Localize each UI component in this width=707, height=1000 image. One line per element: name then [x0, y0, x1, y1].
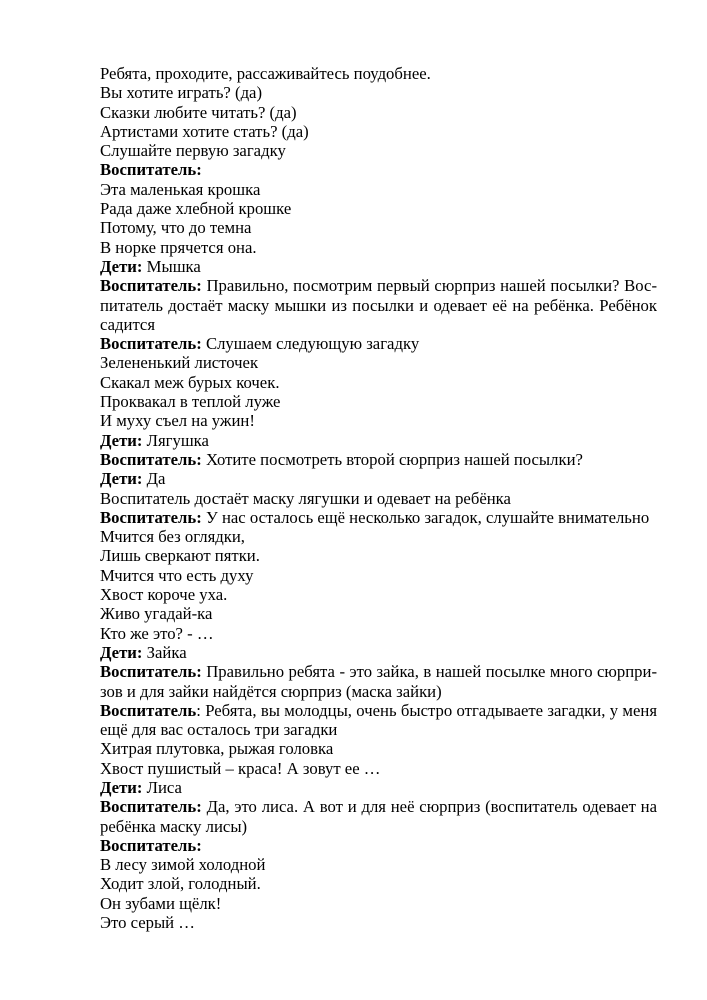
text-line: Мчится без оглядки,: [100, 527, 245, 547]
text-line: зов и для зайки найдётся сюрприз (маска зайки): [100, 681, 442, 701]
speaker-label: Воспитатель:: [100, 662, 202, 682]
text-line: Вы хотите играть? (да): [100, 83, 263, 103]
text-line: В лесу зимой холодной: [100, 855, 266, 875]
speaker-label: Дети:: [100, 256, 143, 276]
text-line: И муху съел на ужин!: [100, 411, 255, 431]
speaker-label: Воспитатель:: [100, 507, 202, 527]
document-page: [100, 64, 657, 932]
text-line: Рада даже хлебной крошке: [100, 199, 292, 219]
text-line: Воспитатель: Ребята, вы молодцы, очень быстро отгадываете загадки, у меня: [100, 700, 657, 720]
text-line: Лишь сверкают пятки.: [100, 546, 260, 566]
text-line: Воспитатель: Правильно ребята - это зайка, в нашей посылке много сюрпри-: [100, 662, 657, 682]
text-line: Скакал меж бурых кочек.: [100, 372, 280, 392]
text-line: Это серый …: [100, 913, 195, 933]
text-line: Ходит злой, голодный.: [100, 874, 261, 894]
text-line: Хвост пушистый – краса! А зовут ее …: [100, 758, 381, 778]
text-line: [100, 836, 657, 855]
text-line: Он зубами щёлк!: [100, 893, 222, 913]
text-line: Проквакал в теплой луже: [100, 392, 281, 412]
speaker-label: Дети:: [100, 777, 143, 797]
text-line: ещё для вас осталось три загадки: [100, 720, 338, 740]
text-line: Воспитатель: Слушаем следующую загадку: [100, 334, 420, 354]
speaker-label: Дети:: [100, 430, 143, 450]
speaker-label: Дети:: [100, 642, 143, 662]
text-line: Дети: Да: [100, 469, 166, 489]
text-line: Слушайте первую загадку: [100, 141, 286, 161]
text-line: В норке прячется она.: [100, 237, 257, 257]
text-line: Живо угадай-ка: [100, 604, 213, 624]
speaker-label: Дети:: [100, 469, 143, 489]
speaker-label: Воспитатель:: [100, 835, 202, 855]
text-line: Дети: Зайка: [100, 642, 187, 662]
text-line: Воспитатель достаёт маску лягушки и одевает на ребёнка: [100, 488, 511, 508]
text-line: ребёнка маску лисы): [100, 816, 248, 836]
text-line: Хвост короче уха.: [100, 585, 228, 605]
text-line: Потому, что до темна: [100, 218, 252, 238]
text-line: Ребята, проходите, рассаживайтесь поудобнее.: [100, 64, 431, 83]
text-line: Сказки любите читать? (да): [100, 102, 297, 122]
text-line: Эта маленькая крошка: [100, 179, 261, 199]
text-line: Артистами хотите стать? (да): [100, 121, 309, 141]
text-line: Дети: Мышка: [100, 256, 201, 276]
speaker-label: Воспитатель:: [100, 449, 202, 469]
text-line: Воспитатель: Хотите посмотреть второй сюрприз нашей посылки?: [100, 449, 583, 469]
text-line: питатель достаёт маску мышки из посылки и одевает её на ребёнка. Ребёнок: [100, 295, 657, 315]
speaker-label: Воспитатель:: [100, 797, 202, 817]
text-line: Воспитатель: Правильно, посмотрим первый сюрприз нашей посылки? Вос-: [100, 276, 657, 296]
text-line: Кто же это? - …: [100, 623, 214, 643]
text-line: Мчится что есть духу: [100, 565, 254, 585]
text-line: Воспитатель: Да, это лиса. А вот и для неё сюрприз (воспитатель одевает на: [100, 797, 657, 817]
text-line: [100, 160, 657, 179]
text-line: Воспитатель: У нас осталось ещё несколько загадок, слушайте внимательно: [100, 507, 650, 527]
text-line: Дети: Лиса: [100, 777, 182, 797]
speaker-label: Воспитатель:: [100, 276, 202, 296]
speaker-label: Воспитатель:: [100, 160, 202, 180]
speaker-label: Воспитатель: [100, 700, 197, 720]
text-line: Хитрая плутовка, рыжая головка: [100, 739, 334, 759]
text-line: садится: [100, 314, 156, 334]
text-line: Зелененький листочек: [100, 353, 259, 373]
speaker-label: Воспитатель:: [100, 334, 202, 354]
text-line: Дети: Лягушка: [100, 430, 209, 450]
